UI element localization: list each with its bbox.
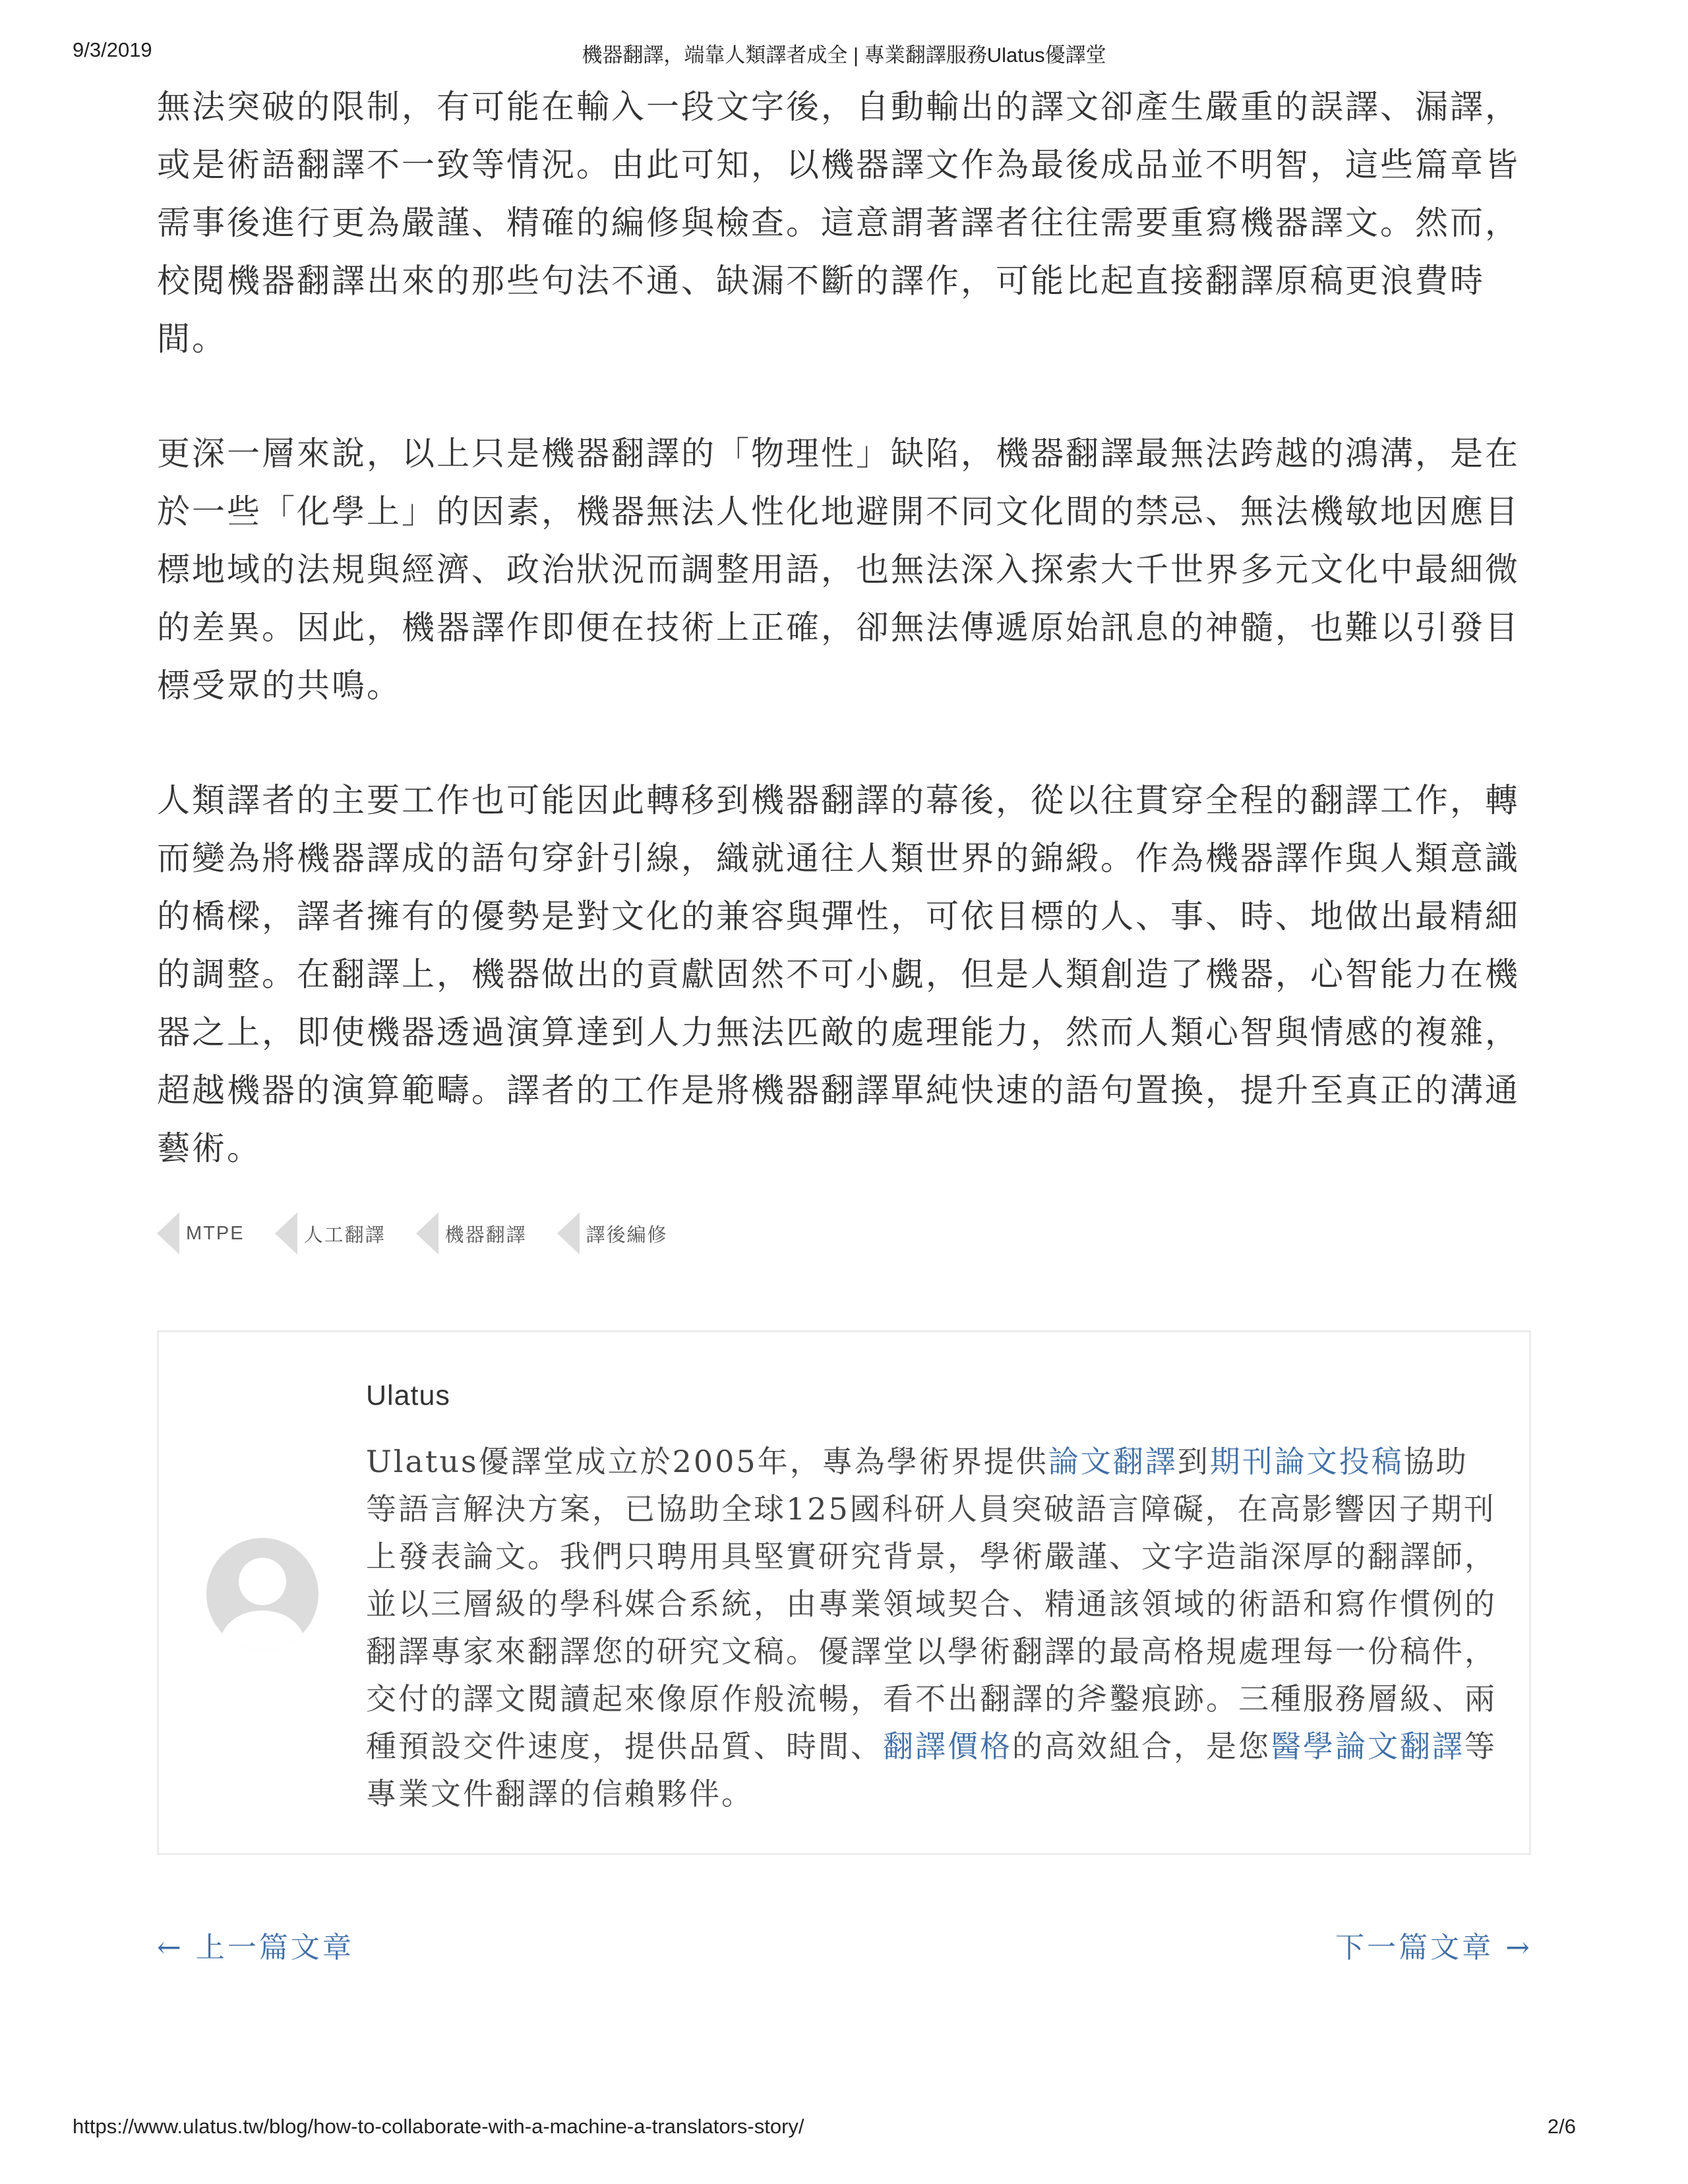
bio-text: 的高效組合，是您 bbox=[1012, 1728, 1271, 1764]
print-url: https://www.ulatus.tw/blog/how-to-collaborate-with-a-machine-a-translators-story/ bbox=[73, 2115, 804, 2138]
tag-label: 譯後編修 bbox=[586, 1224, 668, 1246]
link-journal-submission[interactable]: 期刊論文投稿 bbox=[1209, 1444, 1404, 1479]
tag-list bbox=[157, 1210, 698, 1256]
user-silhouette-icon bbox=[206, 1538, 318, 1650]
bio-text: Ulatus優譯堂成立於2005年，專為學術界提供 bbox=[366, 1444, 1048, 1479]
tag-post-editing[interactable] bbox=[557, 1212, 698, 1254]
tag-notch-icon bbox=[416, 1212, 438, 1254]
tag-notch-icon bbox=[557, 1212, 580, 1254]
tag-machine-translation[interactable] bbox=[416, 1212, 557, 1254]
tag-label: 人工翻譯 bbox=[303, 1224, 386, 1246]
bio-text: 到 bbox=[1177, 1444, 1210, 1479]
article-paragraph: 無法突破的限制，有可能在輸入一段文字後，自動輸出的譯文卻產生嚴重的誤譯、漏譯，或是術語翻譯不一致等情況。由此可知，以機器譯文作為最後成品並不明智，這些篇章皆需事後進行更為嚴謹、精確的編修與檢查。這意謂著譯者往往需要重寫機器譯文。然而，校閱機器翻譯出來的那些句法不通、缺漏不斷的譯作，可能比起直接翻譯原稿更浪費時間。 bbox=[157, 88, 1520, 358]
print-date: 9/3/2019 bbox=[73, 38, 152, 61]
link-thesis-translation[interactable]: 論文翻譯 bbox=[1048, 1444, 1178, 1479]
article-paragraph: 人類譯者的主要工作也可能因此轉移到機器翻譯的幕後，從以往貫穿全程的翻譯工作，轉而變為將機器譯成的語句穿針引線，織就通往人類世界的錦緞。作為機器譯作與人類意識的橋樑，譯者擁有的優勢是對文化的兼容與彈性，可依目標的人、事、時、地做出最精細的調整。在翻譯上，機器做出的貢獻固然不可小覷，但是人類創造了機器，心智能力在機器之上，即使機器透過演算達到人力無法匹敵的處理能力，然而人類心智與情感的複雜，超越機器的演算範疇。譯者的工作是將機器翻譯單純快速的語句置換，提升至真正的溝通藝術。 bbox=[157, 781, 1520, 1167]
author-box bbox=[157, 1330, 1531, 1855]
tag-label: MTPE bbox=[186, 1222, 245, 1244]
article-body bbox=[157, 78, 1532, 1234]
tag-human-translation[interactable] bbox=[275, 1212, 416, 1254]
print-page-title: 機器翻譯，端靠人類譯者成全 | 專業翻譯服務Ulatus優譯堂 bbox=[582, 44, 1106, 67]
bio-text: 協助等語言解決方案，已協助全球125國科研人員突破語言障礙，在高影響因子期刊上發表論文。我們只聘用具堅實研究背景，學術嚴謹、文字造詣深厚的翻譯師，並以三層級的學科媒合系統，由專業領域契合、精通該領域的術語和寫作慣例的翻譯專家來翻譯您的研究文稿。優譯堂以學術翻譯的最高格規處理每一份稿件，交付的譯文閱讀起來像原作般流暢，看不出翻譯的斧鑿痕跡。三種服務層級、兩種預設交件速度，提供品質、時間、 bbox=[366, 1444, 1497, 1764]
print-footer bbox=[73, 2115, 1615, 2148]
post-navigation bbox=[157, 1924, 1532, 1970]
print-header bbox=[73, 38, 1615, 71]
print-page-number: 2/6 bbox=[1547, 2115, 1576, 2138]
author-bio bbox=[366, 1438, 1500, 1817]
bio-text: 等專業文件翻譯的信賴夥伴。 bbox=[366, 1728, 1497, 1812]
author-name: Ulatus bbox=[366, 1380, 450, 1411]
link-translation-pricing[interactable]: 翻譯價格 bbox=[883, 1728, 1012, 1764]
tag-label: 機器翻譯 bbox=[444, 1224, 527, 1246]
article-paragraph: 更深一層來說，以上只是機器翻譯的「物理性」缺陷，機器翻譯最無法跨越的鴻溝，是在於一些「化學上」的因素，機器無法人性化地避開不同文化間的禁忌、無法機敏地因應目標地域的法規與經濟、政治狀況而調整用語，也無法深入探索大千世界多元文化中最細微的差異。因此，機器譯作即便在技術上正確，卻無法傳遞原始訊息的神髓，也難以引發目標受眾的共鳴。 bbox=[157, 434, 1520, 705]
tag-notch-icon bbox=[157, 1212, 179, 1254]
previous-post-link[interactable]: ← 上一篇文章 bbox=[157, 1931, 354, 1964]
link-medical-translation[interactable]: 醫學論文翻譯 bbox=[1271, 1728, 1464, 1764]
tag-mtpe[interactable] bbox=[157, 1212, 275, 1254]
tag-notch-icon bbox=[275, 1212, 297, 1254]
next-post-link[interactable]: 下一篇文章 → bbox=[1335, 1931, 1532, 1964]
avatar bbox=[206, 1538, 318, 1650]
